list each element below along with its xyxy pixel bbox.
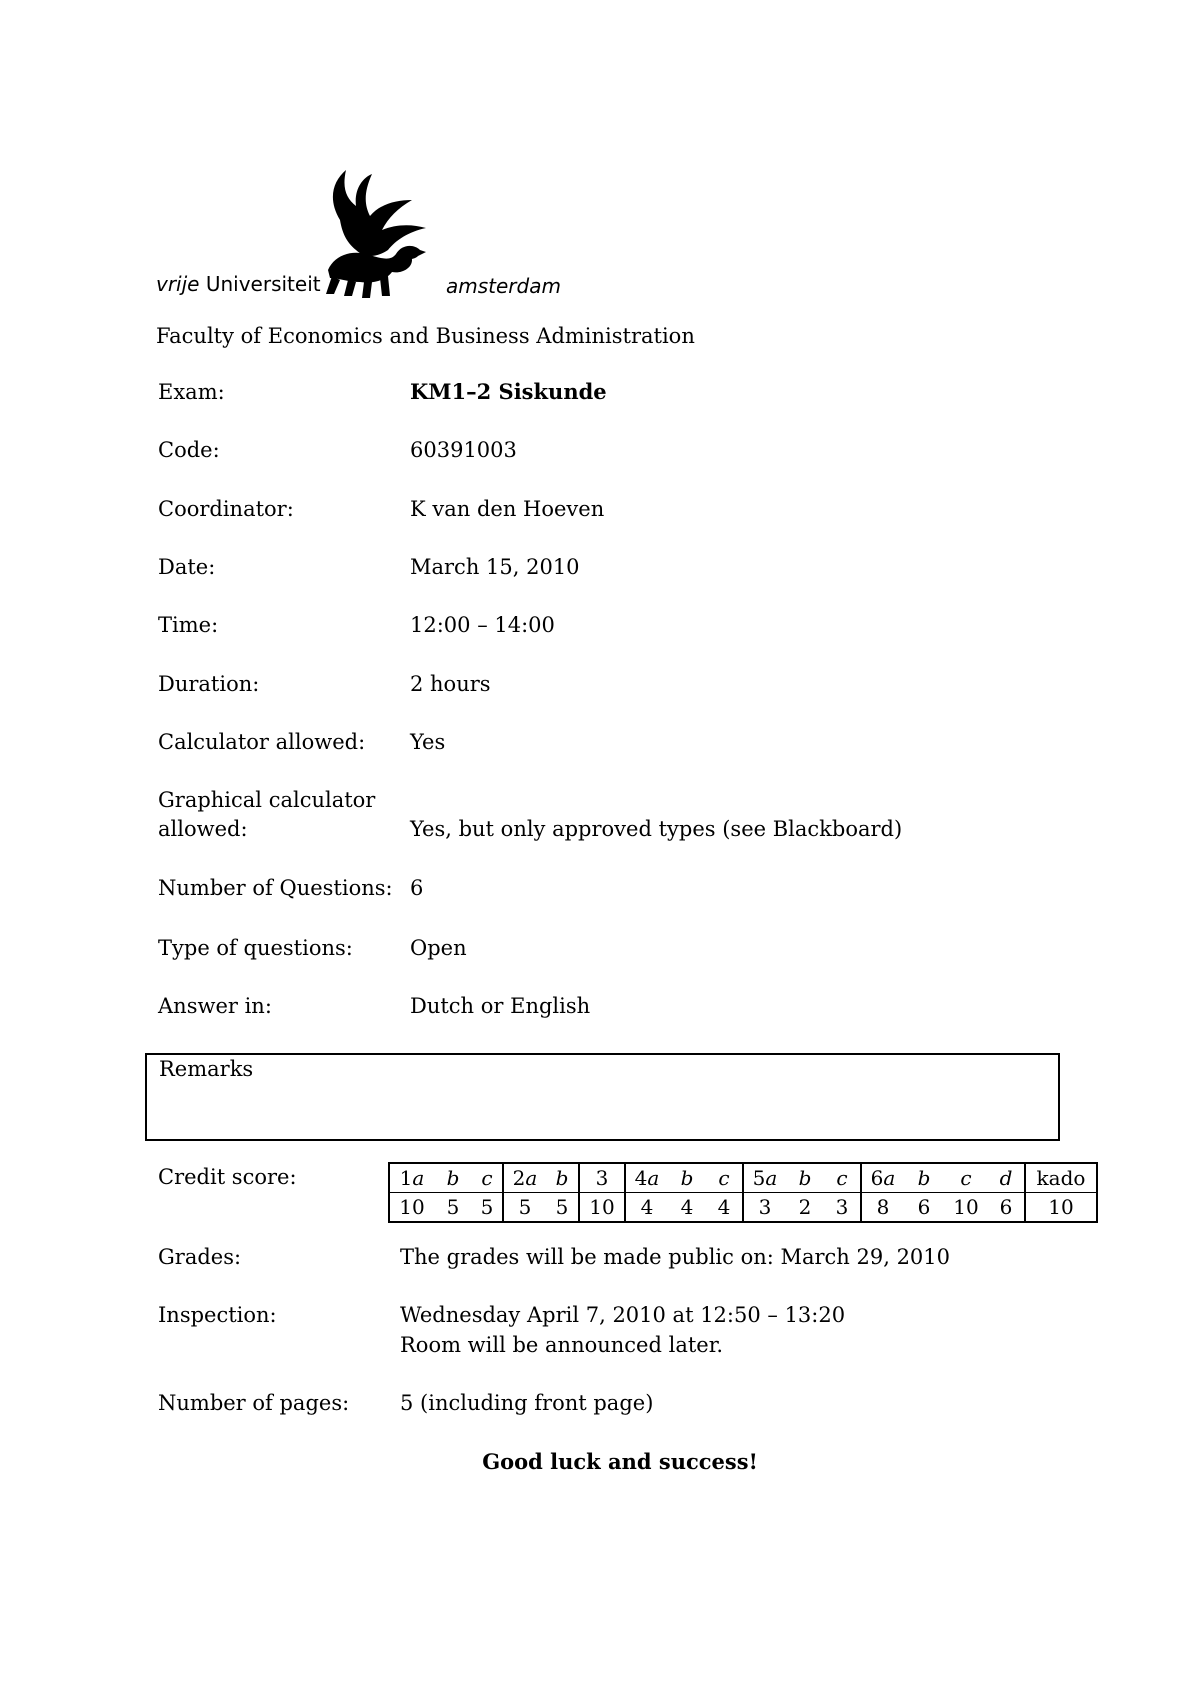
credit-scores-row — [389, 1193, 1097, 1223]
credit-score-cell: 10 — [579, 1193, 625, 1223]
code-label: Code: — [158, 438, 220, 462]
credit-score-cell: 5 — [503, 1193, 546, 1223]
question-number: 2 — [512, 1166, 526, 1190]
date-label: Date: — [158, 555, 216, 579]
credit-header-cell: c — [706, 1163, 743, 1193]
exam-value: KM1–2 Siskunde — [410, 379, 607, 404]
question-number: 5 — [752, 1166, 766, 1190]
grades-value: The grades will be made public on: March 29, 2010 — [400, 1245, 951, 1269]
credit-score-cell: 10 — [944, 1193, 988, 1223]
logo-vrije: vrije — [156, 272, 200, 296]
date-value: March 15, 2010 — [410, 555, 580, 579]
question-part: a — [647, 1166, 660, 1190]
inspection-line1: Wednesday April 7, 2010 at 12:50 – 13:20 — [400, 1303, 846, 1327]
credit-header-cell: c — [472, 1163, 503, 1193]
closing-message: Good luck and success! — [482, 1449, 758, 1474]
credit-header-cell: b — [786, 1163, 824, 1193]
logo-universiteit: Universiteit — [205, 272, 321, 296]
credit-score-cell: 4 — [625, 1193, 668, 1223]
credit-score-cell: 6 — [988, 1193, 1025, 1223]
credit-header-cell — [743, 1163, 786, 1193]
credit-score-cell: 10 — [389, 1193, 434, 1223]
credit-header-cell — [389, 1163, 434, 1193]
credit-header-cell: b — [434, 1163, 472, 1193]
exam-label: Exam: — [158, 380, 225, 404]
credit-score-cell: 6 — [904, 1193, 944, 1223]
question-number: 4 — [634, 1166, 648, 1190]
credit-header-row — [389, 1163, 1097, 1193]
num-questions-label: Number of Questions: — [158, 876, 393, 900]
time-value: 12:00 – 14:00 — [410, 613, 555, 637]
answer-in-value: Dutch or English — [410, 994, 591, 1018]
question-number: 1 — [399, 1166, 413, 1190]
time-label: Time: — [158, 613, 219, 637]
credit-header-cell: 3 — [579, 1163, 625, 1193]
credit-header-cell: kado — [1025, 1163, 1097, 1193]
question-part: a — [883, 1166, 896, 1190]
question-number: 6 — [870, 1166, 884, 1190]
credit-header-cell — [625, 1163, 668, 1193]
credit-header-cell — [861, 1163, 904, 1193]
credit-score-cell: 3 — [743, 1193, 786, 1223]
credit-header-cell: b — [546, 1163, 579, 1193]
pages-value: 5 (including front page) — [400, 1391, 654, 1415]
credit-score-cell: 3 — [824, 1193, 861, 1223]
code-value: 60391003 — [410, 438, 517, 462]
credit-header-cell: c — [824, 1163, 861, 1193]
credit-score-cell: 5 — [434, 1193, 472, 1223]
remarks-box — [145, 1053, 1060, 1141]
credit-score-cell: 5 — [546, 1193, 579, 1223]
credit-score-cell: 5 — [472, 1193, 503, 1223]
question-part: a — [412, 1166, 425, 1190]
question-part: a — [525, 1166, 538, 1190]
credit-header-cell: d — [988, 1163, 1025, 1193]
graphical-label-line2: allowed: — [158, 817, 248, 841]
credit-score-table — [388, 1162, 1098, 1223]
credit-score-cell: 2 — [786, 1193, 824, 1223]
credit-header-cell: c — [944, 1163, 988, 1193]
faculty-name: Faculty of Economics and Business Administration — [156, 324, 695, 348]
coordinator-label: Coordinator: — [158, 497, 294, 521]
inspection-line2: Room will be announced later. — [400, 1333, 724, 1357]
university-logo — [150, 170, 570, 310]
question-part: a — [765, 1166, 778, 1190]
duration-label: Duration: — [158, 672, 260, 696]
remarks-label: Remarks — [159, 1057, 254, 1081]
calculator-label: Calculator allowed: — [158, 730, 366, 754]
credit-score-cell: 10 — [1025, 1193, 1097, 1223]
inspection-label: Inspection: — [158, 1303, 277, 1327]
num-questions-value: 6 — [410, 876, 424, 900]
credit-score-label: Credit score: — [158, 1165, 297, 1189]
credit-header-cell: b — [668, 1163, 706, 1193]
logo-amsterdam: amsterdam — [446, 274, 561, 298]
credit-header-cell — [503, 1163, 546, 1193]
coordinator-value: K van den Hoeven — [410, 497, 605, 521]
credit-score-cell: 8 — [861, 1193, 904, 1223]
credit-score-cell: 4 — [706, 1193, 743, 1223]
credit-header-cell: b — [904, 1163, 944, 1193]
type-questions-value: Open — [410, 936, 467, 960]
graphical-label-line1: Graphical calculator — [158, 788, 376, 812]
type-questions-label: Type of questions: — [158, 936, 353, 960]
answer-in-label: Answer in: — [158, 994, 272, 1018]
logo-text-vrije-universiteit — [156, 272, 321, 296]
credit-score-cell: 4 — [668, 1193, 706, 1223]
graphical-value: Yes, but only approved types (see Blackboard) — [410, 817, 903, 841]
pages-label: Number of pages: — [158, 1391, 350, 1415]
duration-value: 2 hours — [410, 672, 491, 696]
grades-label: Grades: — [158, 1245, 242, 1269]
calculator-value: Yes — [410, 730, 446, 754]
